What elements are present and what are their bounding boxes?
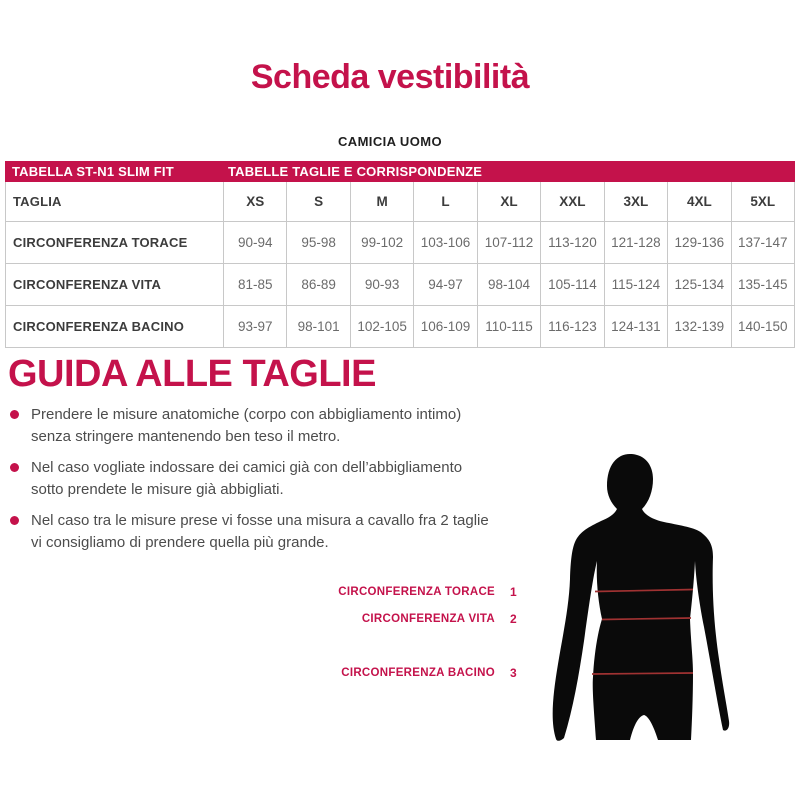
measure-value-cell: 124-131 xyxy=(604,305,667,347)
male-torso-silhouette xyxy=(545,449,745,742)
page-title: Scheda vestibilità xyxy=(250,58,530,96)
measure-value-cell: 132-139 xyxy=(667,305,730,347)
diagram-label-torace xyxy=(338,585,517,599)
measure-value-cell: 121-128 xyxy=(604,221,667,263)
bullet-line: senza stringere mantenendo ben teso il metro. xyxy=(31,427,341,445)
bullet-text xyxy=(31,404,461,447)
measure-value-cell: 86-89 xyxy=(286,263,349,305)
measure-value-cell: 93-97 xyxy=(223,305,286,347)
size-table xyxy=(5,161,795,348)
bullet-line: Prendere le misure anatomiche (corpo con abbigliamento intimo) xyxy=(31,406,462,423)
bullet-dot-icon xyxy=(10,516,19,525)
table-header-right: TABELLE TAGLIE E CORRISPONDENZE xyxy=(228,164,483,179)
hip-measurement-line xyxy=(592,673,693,674)
measure-value-cell: 115-124 xyxy=(604,263,667,305)
diagram-label-vita xyxy=(362,612,517,626)
size-header-cell: 4XL xyxy=(667,182,730,221)
size-header-cell: XXL xyxy=(540,182,603,221)
bullet-dot-icon xyxy=(10,463,19,472)
measure-value-cell: 103-106 xyxy=(413,221,476,263)
size-header-cell: 3XL xyxy=(604,182,667,221)
size-header-cell: M xyxy=(350,182,413,221)
size-row-label: TAGLIA xyxy=(13,194,62,209)
bullet-text xyxy=(31,457,462,500)
size-header-cell: XS xyxy=(223,182,286,221)
guide-title: GUIDA ALLE TAGLIE xyxy=(8,353,376,395)
diagram-label-bacino xyxy=(341,666,517,680)
guide-bullet xyxy=(10,457,490,500)
measure-value-cell: 137-147 xyxy=(731,221,794,263)
measure-value-cell: 95-98 xyxy=(286,221,349,263)
measure-value-cell: 135-145 xyxy=(731,263,794,305)
measure-value-cell: 129-136 xyxy=(667,221,730,263)
guide-bullet-list xyxy=(10,404,490,563)
size-header-cell: 5XL xyxy=(731,182,794,221)
diagram-label-number: 1 xyxy=(510,585,517,599)
bullet-line: Nel caso tra le misure prese vi fosse una misura a cavallo fra 2 taglie xyxy=(31,512,489,529)
measure-value-cell: 106-109 xyxy=(413,305,476,347)
bullet-dot-icon xyxy=(10,410,19,419)
measure-value-cell: 105-114 xyxy=(540,263,603,305)
bullet-line: Nel caso vogliate indossare dei camici già con dell’abbigliamento xyxy=(31,459,463,476)
guide-bullet xyxy=(10,404,490,447)
size-grid xyxy=(5,182,795,348)
measure-value-cell: 110-115 xyxy=(477,305,540,347)
measure-value-cell: 81-85 xyxy=(223,263,286,305)
measure-value-cell: 90-94 xyxy=(223,221,286,263)
measure-value-cell: 102-105 xyxy=(350,305,413,347)
size-header-cell: S xyxy=(286,182,349,221)
diagram-label-text: CIRCONFERENZA BACINO xyxy=(341,667,496,679)
measure-value-cell: 116-123 xyxy=(540,305,603,347)
measure-value-cell: 90-93 xyxy=(350,263,413,305)
measure-value-cell: 107-112 xyxy=(477,221,540,263)
measure-value-cell: 113-120 xyxy=(540,221,603,263)
bullet-text xyxy=(31,510,489,553)
measure-label-cell: CIRCONFERENZA VITA xyxy=(6,263,223,305)
measure-value-cell: 98-104 xyxy=(477,263,540,305)
diagram-label-text: CIRCONFERENZA VITA xyxy=(361,613,496,625)
bullet-line: vi consigliamo di prendere quella più grande. xyxy=(31,533,329,551)
guide-bullet xyxy=(10,510,490,553)
measure-label-cell: CIRCONFERENZA TORACE xyxy=(6,221,223,263)
size-header-cell: XL xyxy=(477,182,540,221)
category-subtitle: CAMICIA UOMO xyxy=(338,134,442,149)
measure-value-cell: 125-134 xyxy=(667,263,730,305)
measure-value-cell: 94-97 xyxy=(413,263,476,305)
diagram-label-text: CIRCONFERENZA TORACE xyxy=(338,586,496,598)
table-header-left: TABELLA ST-N1 SLIM FIT xyxy=(12,164,174,179)
measure-value-cell: 98-101 xyxy=(286,305,349,347)
diagram-label-number: 3 xyxy=(510,666,517,680)
measure-value-cell: 99-102 xyxy=(350,221,413,263)
bullet-line: sotto prendete le misure già abbigliati. xyxy=(31,480,284,498)
measure-label-cell: CIRCONFERENZA BACINO xyxy=(6,305,223,347)
measure-value-cell: 140-150 xyxy=(731,305,794,347)
table-header-bar xyxy=(5,161,795,182)
diagram-label-number: 2 xyxy=(510,612,517,626)
size-header-cell: L xyxy=(413,182,476,221)
torso-shape xyxy=(553,454,729,741)
